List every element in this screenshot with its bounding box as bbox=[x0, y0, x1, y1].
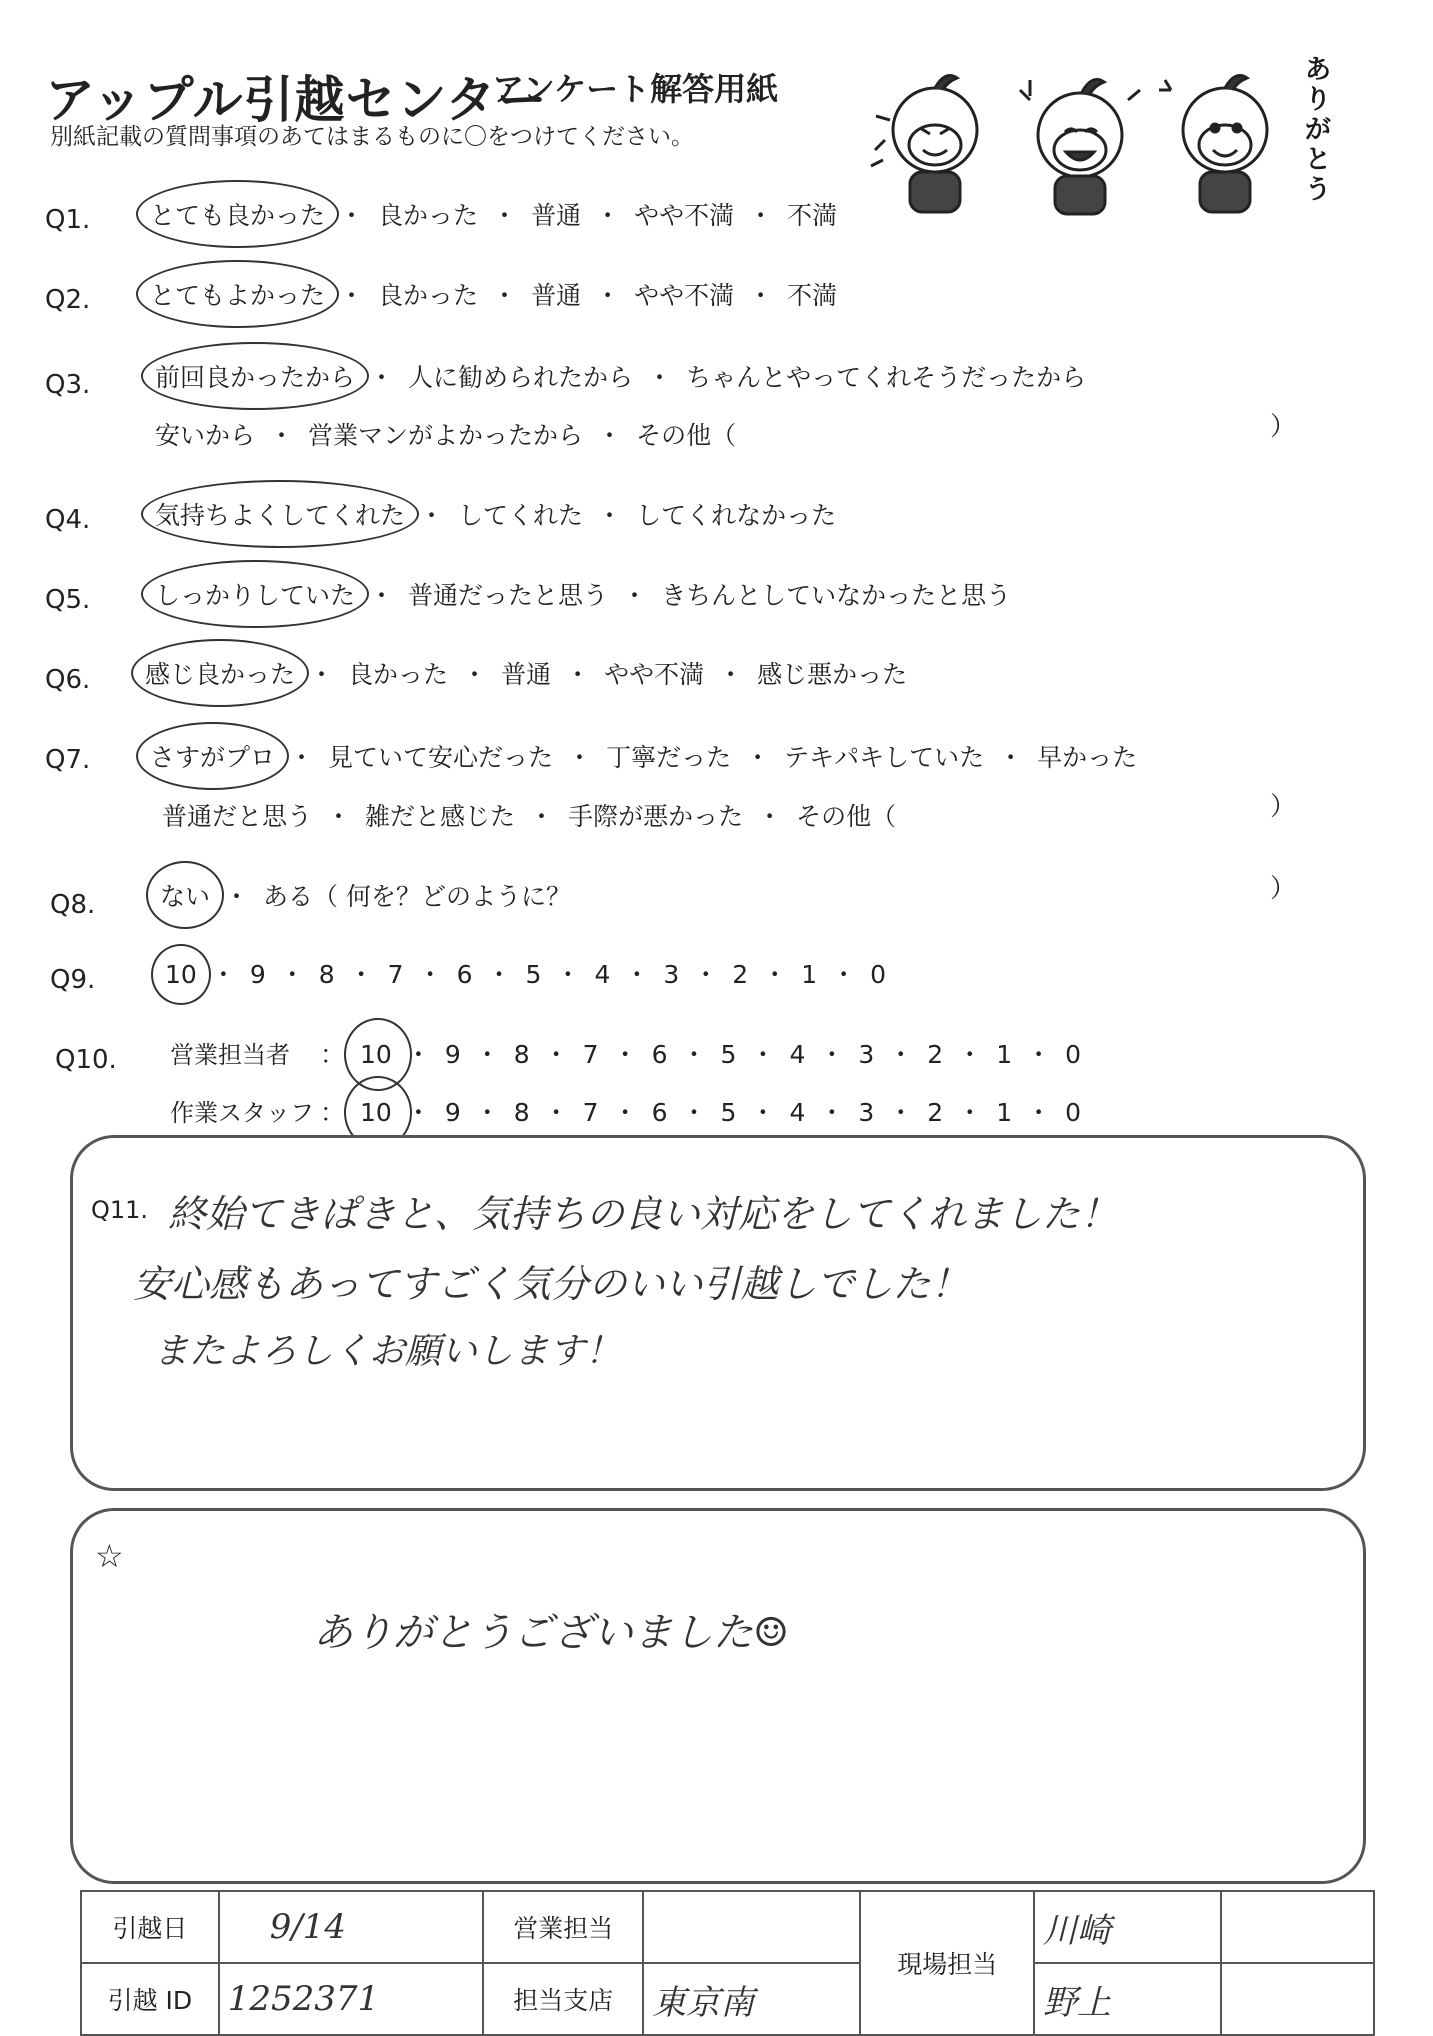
question-q1-options-line bbox=[150, 196, 837, 232]
option-separator: ・ bbox=[624, 960, 650, 989]
question-label-q8: Q8. bbox=[50, 890, 96, 920]
option-choice[interactable]: やや不満 bbox=[634, 201, 735, 230]
option-choice[interactable]: 不満 bbox=[787, 201, 838, 230]
q10-scale-value[interactable] bbox=[360, 1040, 392, 1069]
option-choice[interactable]: してくれなかった bbox=[636, 501, 837, 530]
option-choice[interactable] bbox=[150, 196, 325, 232]
selected-circle-mark bbox=[136, 180, 339, 248]
star-comment-box bbox=[70, 1508, 1366, 1884]
option-choice[interactable]: 7 bbox=[387, 960, 404, 989]
q10-scale-value-text: 7 bbox=[582, 1098, 599, 1127]
q10-scale-value[interactable] bbox=[721, 1040, 737, 1069]
option-choice[interactable]: 普通 bbox=[501, 660, 552, 689]
q10-scale-value-text: 7 bbox=[582, 1040, 599, 1069]
option-separator: ・ bbox=[681, 1098, 707, 1127]
empty-cell-2 bbox=[1221, 1963, 1374, 2035]
option-choice[interactable]: 8 bbox=[318, 960, 335, 989]
option-choice[interactable]: 良かった bbox=[348, 660, 449, 689]
question-label-q5: Q5. bbox=[45, 585, 91, 615]
q10-scale-value-text: 2 bbox=[927, 1098, 944, 1127]
question-label-q2: Q2. bbox=[45, 285, 91, 315]
selected-circle-mark bbox=[136, 260, 339, 328]
site-staff-2: 野上 bbox=[1034, 1963, 1221, 2035]
q10-scale-value-text: 3 bbox=[858, 1098, 875, 1127]
option-separator: ・ bbox=[750, 1098, 776, 1127]
q10-scale-value-text: 5 bbox=[720, 1098, 737, 1127]
option-choice[interactable]: 5 bbox=[525, 960, 542, 989]
option-separator: ・ bbox=[462, 660, 488, 689]
option-choice[interactable]: 6 bbox=[456, 960, 473, 989]
option-separator: ・ bbox=[486, 960, 512, 989]
q10-scale-value[interactable] bbox=[858, 1098, 874, 1127]
option-choice[interactable] bbox=[165, 960, 197, 989]
q10-scale-value-text: 5 bbox=[720, 1040, 737, 1069]
q10-scale-value-text: 10 bbox=[360, 1040, 392, 1069]
option-separator: ・ bbox=[957, 1040, 983, 1069]
option-choice[interactable]: 3 bbox=[663, 960, 680, 989]
option-choice[interactable]: 普通 bbox=[531, 201, 582, 230]
question-q3-options-line bbox=[155, 416, 736, 452]
option-choice[interactable]: その他（ bbox=[636, 421, 737, 450]
q10-scale-value[interactable] bbox=[445, 1098, 461, 1127]
option-separator: ・ bbox=[565, 660, 591, 689]
option-choice[interactable]: 感じ悪かった bbox=[757, 660, 908, 689]
move-id-value: 1252371 bbox=[219, 1963, 483, 2035]
q11-comment-line-2: 安心感もあってすごく気分のいい引越しでした！ bbox=[133, 1262, 969, 1306]
option-separator: ・ bbox=[269, 421, 295, 450]
option-choice-text: 感じ良かった bbox=[145, 660, 296, 689]
option-choice-text: さすがプロ bbox=[150, 743, 276, 772]
star-icon: ☆ bbox=[95, 1537, 124, 1575]
option-separator: ・ bbox=[762, 960, 788, 989]
option-choice-text: 気持ちよくしてくれた bbox=[155, 501, 406, 530]
q10-scale-value-text: 10 bbox=[360, 1098, 392, 1127]
option-choice[interactable]: きちんとしていなかったと思う bbox=[661, 581, 1012, 610]
q10-scale-value[interactable] bbox=[583, 1098, 599, 1127]
option-choice[interactable]: 丁寧だった bbox=[606, 743, 732, 772]
option-separator: ・ bbox=[831, 960, 857, 989]
mascot-illustration bbox=[865, 50, 1305, 230]
option-separator: ・ bbox=[419, 501, 445, 530]
question-label-q1: Q1. bbox=[45, 205, 91, 235]
option-choice[interactable]: 早かった bbox=[1037, 743, 1138, 772]
q10-scale-value[interactable] bbox=[445, 1040, 461, 1069]
option-separator: ・ bbox=[567, 743, 593, 772]
option-separator: ・ bbox=[326, 802, 352, 831]
q10-scale-value[interactable] bbox=[652, 1040, 668, 1069]
option-separator: ・ bbox=[369, 363, 395, 392]
option-choice[interactable]: 雑だと感じた bbox=[365, 802, 516, 831]
option-choice[interactable]: 普通だったと思う bbox=[408, 581, 609, 610]
q10-scale-value[interactable] bbox=[927, 1098, 943, 1127]
option-choice[interactable] bbox=[160, 877, 210, 913]
close-paren: ） bbox=[1270, 792, 1297, 822]
option-choice[interactable]: してくれた bbox=[458, 501, 584, 530]
move-date-value: 9/14 bbox=[219, 1891, 483, 1963]
option-choice[interactable] bbox=[150, 276, 325, 312]
q10-colon: ： bbox=[320, 1040, 346, 1069]
option-separator: ・ bbox=[1026, 1098, 1052, 1127]
option-separator: ・ bbox=[369, 581, 395, 610]
q10-scale-value-text: 0 bbox=[1065, 1040, 1082, 1069]
q10-scale-value-text: 9 bbox=[444, 1098, 461, 1127]
question-label-q7: Q7. bbox=[45, 745, 91, 775]
instructions: 別紙記載の質問事項のあてはまるものに〇をつけてください。 bbox=[50, 124, 694, 150]
option-separator: ・ bbox=[888, 1098, 914, 1127]
option-separator: ・ bbox=[224, 882, 250, 911]
option-separator: ・ bbox=[597, 421, 623, 450]
selected-circle-mark bbox=[136, 722, 289, 790]
option-separator: ・ bbox=[474, 1040, 500, 1069]
option-choice[interactable]: 手際が悪かった bbox=[568, 802, 744, 831]
option-separator: ・ bbox=[339, 201, 365, 230]
question-q8-options-line bbox=[160, 877, 571, 913]
monkey-smiling-icon bbox=[1159, 76, 1267, 212]
q10-scale-value[interactable] bbox=[927, 1040, 943, 1069]
option-choice[interactable]: 人に勧められたから bbox=[408, 363, 634, 392]
option-choice-text: しっかりしていた bbox=[155, 581, 356, 610]
option-choice-text: とてもよかった bbox=[150, 281, 326, 310]
option-choice[interactable]: やや不満 bbox=[604, 660, 705, 689]
option-separator: ・ bbox=[492, 201, 518, 230]
option-separator: ・ bbox=[405, 1040, 431, 1069]
option-choice[interactable]: 普通だと思う bbox=[162, 802, 313, 831]
option-choice-text: 10 bbox=[165, 960, 197, 989]
option-separator: ・ bbox=[681, 1040, 707, 1069]
site-staff-1: 川崎 bbox=[1034, 1891, 1221, 1963]
question-q6-options-line bbox=[145, 655, 907, 691]
q10-scale-value[interactable] bbox=[1065, 1098, 1081, 1127]
question-label-q4: Q4. bbox=[45, 505, 91, 535]
selected-circle-mark bbox=[151, 944, 211, 1005]
q10-scale-value-text: 1 bbox=[996, 1040, 1013, 1069]
option-separator: ・ bbox=[597, 501, 623, 530]
sales-rep-label: 営業担当 bbox=[483, 1891, 643, 1963]
q11-comment-line-3: またよろしくお願いします！ bbox=[153, 1331, 622, 1372]
close-paren: ） bbox=[1270, 412, 1297, 442]
option-separator: ・ bbox=[745, 743, 771, 772]
option-choice[interactable]: やや不満 bbox=[634, 281, 735, 310]
option-separator: ・ bbox=[750, 1040, 776, 1069]
option-separator: ・ bbox=[819, 1040, 845, 1069]
q10-scale-value[interactable] bbox=[583, 1040, 599, 1069]
q10-scale-value[interactable] bbox=[721, 1098, 737, 1127]
q10-scale-value-text: 3 bbox=[858, 1040, 875, 1069]
q10-scale-value-text: 4 bbox=[789, 1040, 806, 1069]
option-choice[interactable]: ちゃんとやってくれそうだったから bbox=[686, 363, 1087, 392]
question-label-q3: Q3. bbox=[45, 370, 91, 400]
q10-scale-value-text: 9 bbox=[444, 1040, 461, 1069]
branch-value: 東京南 bbox=[643, 1963, 860, 2035]
star-comment-text: ありがとうございました☺ bbox=[313, 1610, 789, 1656]
monkey-angry-icon bbox=[871, 76, 977, 212]
option-separator: ・ bbox=[622, 581, 648, 610]
option-separator: ・ bbox=[748, 201, 774, 230]
option-choice[interactable] bbox=[155, 576, 355, 612]
q10-scale-value-text: 8 bbox=[513, 1098, 530, 1127]
question-q7-options-line bbox=[162, 797, 896, 833]
option-separator: ・ bbox=[888, 1040, 914, 1069]
option-choice[interactable]: 不満 bbox=[787, 281, 838, 310]
option-choice[interactable]: 営業マンがよかったから bbox=[308, 421, 584, 450]
close-paren: ） bbox=[1270, 874, 1297, 904]
move-id-label: 引越 ID bbox=[81, 1963, 219, 2035]
option-choice[interactable]: 良かった bbox=[378, 201, 479, 230]
q10-scale-value-text: 0 bbox=[1065, 1098, 1082, 1127]
q11-comment-box bbox=[70, 1135, 1366, 1491]
option-separator: ・ bbox=[1026, 1040, 1052, 1069]
option-separator: ・ bbox=[612, 1040, 638, 1069]
option-separator: ・ bbox=[819, 1098, 845, 1127]
option-choice-text: ない bbox=[160, 882, 211, 911]
q10-scale-value[interactable] bbox=[514, 1098, 530, 1127]
monkey-laughing-icon bbox=[1020, 80, 1140, 214]
option-separator: ・ bbox=[647, 363, 673, 392]
footer-info-table bbox=[80, 1890, 1375, 2036]
q10-scale-value[interactable] bbox=[360, 1098, 392, 1127]
q10-scale-value-text: 6 bbox=[651, 1098, 668, 1127]
option-separator: ・ bbox=[339, 281, 365, 310]
q10-scale-value[interactable] bbox=[996, 1040, 1012, 1069]
question-q5-options-line bbox=[155, 576, 1011, 612]
option-separator: ・ bbox=[543, 1040, 569, 1069]
option-separator: ・ bbox=[309, 660, 335, 689]
q10-scale-value-text: 8 bbox=[513, 1040, 530, 1069]
sales-rep-value bbox=[643, 1891, 860, 1963]
question-label-q9: Q9. bbox=[50, 965, 96, 995]
option-choice[interactable]: 0 bbox=[870, 960, 887, 989]
option-separator: ・ bbox=[210, 960, 236, 989]
selected-circle-mark bbox=[141, 342, 369, 410]
question-q7-options-line bbox=[150, 738, 1137, 774]
option-choice[interactable] bbox=[145, 655, 295, 691]
option-choice-text: とても良かった bbox=[150, 201, 326, 230]
question-q2-options-line bbox=[150, 276, 837, 312]
option-separator: ・ bbox=[555, 960, 581, 989]
option-choice[interactable]: 1 bbox=[801, 960, 818, 989]
q10-scale-value-text: 2 bbox=[927, 1040, 944, 1069]
option-separator: ・ bbox=[279, 960, 305, 989]
q10-scale-value-text: 1 bbox=[996, 1098, 1013, 1127]
q10-colon: ： bbox=[320, 1098, 346, 1127]
question-label-q6: Q6. bbox=[45, 665, 91, 695]
option-choice-text: 前回良かったから bbox=[155, 363, 356, 392]
q10-scale-value[interactable] bbox=[514, 1040, 530, 1069]
q10-scale bbox=[360, 1093, 1081, 1129]
option-separator: ・ bbox=[612, 1098, 638, 1127]
q10-scale-value[interactable] bbox=[789, 1098, 805, 1127]
q11-comment-line-1: 終始てきぱきと、気持ちの良い対応をしてくれました！ bbox=[168, 1192, 1119, 1236]
q10-row-name: 作業スタッフ bbox=[170, 1099, 314, 1127]
option-choice[interactable]: 普通 bbox=[531, 281, 582, 310]
question-label-q10: Q10. bbox=[55, 1045, 117, 1075]
option-separator: ・ bbox=[492, 281, 518, 310]
selected-circle-mark bbox=[141, 480, 419, 548]
option-choice[interactable]: 4 bbox=[594, 960, 611, 989]
option-choice[interactable]: ある（ 何を？どのように？ bbox=[263, 882, 571, 911]
option-choice[interactable]: 良かった bbox=[378, 281, 479, 310]
branch-label: 担当支店 bbox=[483, 1963, 643, 2035]
option-separator: ・ bbox=[757, 802, 783, 831]
q10-scale-value[interactable] bbox=[789, 1040, 805, 1069]
q10-scale-value[interactable] bbox=[1065, 1040, 1081, 1069]
selected-circle-mark bbox=[146, 861, 224, 929]
option-separator: ・ bbox=[405, 1098, 431, 1127]
option-separator: ・ bbox=[595, 281, 621, 310]
option-choice[interactable] bbox=[155, 358, 355, 394]
q10-scale-value-text: 4 bbox=[789, 1098, 806, 1127]
q10-scale-value[interactable] bbox=[652, 1098, 668, 1127]
site-staff-label: 現場担当 bbox=[860, 1891, 1034, 2035]
option-separator: ・ bbox=[289, 743, 315, 772]
q10-scale-value[interactable] bbox=[996, 1098, 1012, 1127]
option-choice[interactable] bbox=[150, 738, 275, 774]
option-choice[interactable]: 2 bbox=[732, 960, 749, 989]
empty-cell-1 bbox=[1221, 1891, 1374, 1963]
option-separator: ・ bbox=[348, 960, 374, 989]
move-date-label: 引越日 bbox=[81, 1891, 219, 1963]
question-q3-options-line bbox=[155, 358, 1086, 394]
option-choice[interactable]: 9 bbox=[249, 960, 266, 989]
thanks-vertical-text: ありがとう bbox=[1305, 55, 1332, 205]
option-separator: ・ bbox=[998, 743, 1024, 772]
option-choice[interactable] bbox=[155, 496, 405, 532]
option-separator: ・ bbox=[529, 802, 555, 831]
option-separator: ・ bbox=[718, 660, 744, 689]
option-separator: ・ bbox=[595, 201, 621, 230]
option-choice[interactable]: その他（ bbox=[796, 802, 897, 831]
option-choice[interactable]: 見ていて安心だった bbox=[328, 743, 554, 772]
selected-circle-mark bbox=[141, 560, 369, 628]
option-separator: ・ bbox=[417, 960, 443, 989]
option-choice[interactable]: 安いから bbox=[155, 421, 256, 450]
q10-scale bbox=[360, 1035, 1081, 1071]
q11-label: Q11. bbox=[91, 1196, 149, 1224]
option-separator: ・ bbox=[474, 1098, 500, 1127]
question-q4-options-line bbox=[155, 496, 836, 532]
document-subtitle: アンケート解答用紙 bbox=[492, 70, 779, 108]
option-separator: ・ bbox=[693, 960, 719, 989]
option-choice[interactable]: テキパキしていた bbox=[784, 743, 985, 772]
option-separator: ・ bbox=[748, 281, 774, 310]
document-title: アップル引越センター bbox=[45, 71, 548, 129]
option-separator: ・ bbox=[543, 1098, 569, 1127]
option-separator: ・ bbox=[957, 1098, 983, 1127]
q10-row-name: 営業担当者 bbox=[170, 1041, 290, 1069]
selected-circle-mark bbox=[131, 639, 309, 707]
q10-scale-value-text: 6 bbox=[651, 1040, 668, 1069]
q10-scale-value[interactable] bbox=[858, 1040, 874, 1069]
question-q9-options-line bbox=[165, 955, 886, 991]
